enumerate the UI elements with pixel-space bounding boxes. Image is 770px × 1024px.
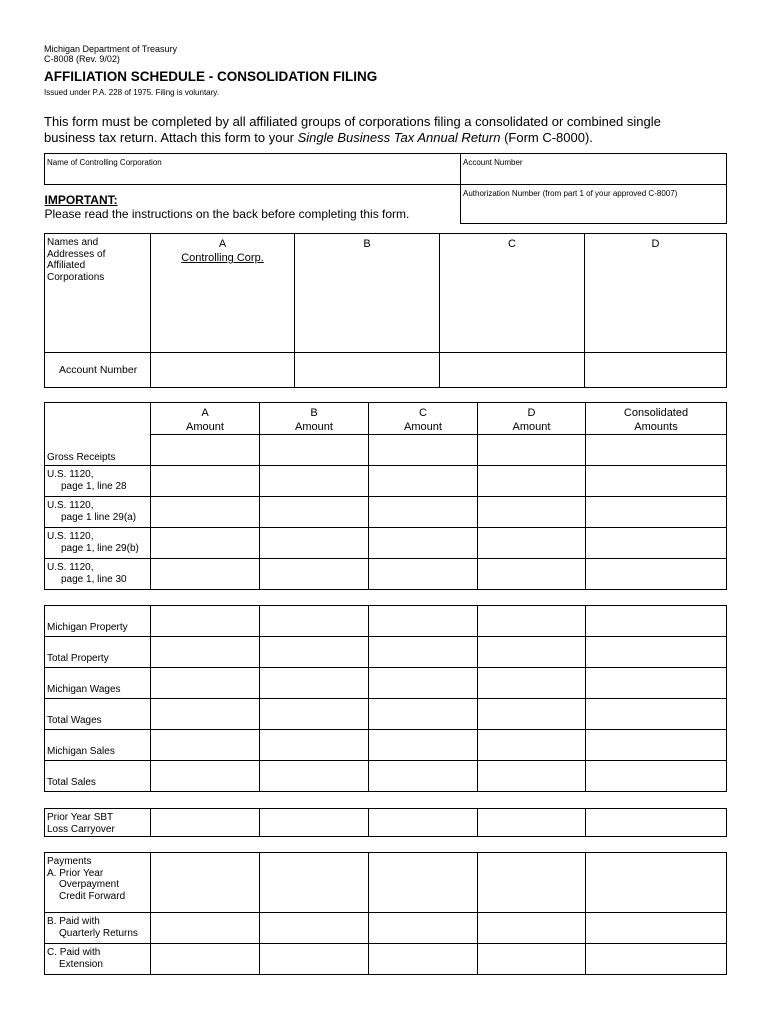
amounts-table xyxy=(44,402,727,590)
mi-property-c[interactable] xyxy=(369,606,478,637)
total-wages-b[interactable] xyxy=(260,699,369,730)
loss-c[interactable] xyxy=(369,809,478,837)
line28-label xyxy=(45,466,151,497)
michigan-sales-label xyxy=(45,730,151,761)
mi-property-d[interactable] xyxy=(478,606,586,637)
pay-a-b[interactable] xyxy=(260,853,369,913)
michigan-wages-text: Michigan Wages xyxy=(47,684,121,695)
payments-c2: Extension xyxy=(59,958,103,970)
line30-l2: page 1, line 30 xyxy=(61,573,127,585)
pay-a-c[interactable] xyxy=(369,853,478,913)
account-number-row-label xyxy=(45,353,151,388)
total-sales-a[interactable] xyxy=(151,761,260,792)
payments-b1: B. Paid with xyxy=(47,916,100,927)
amount-a-letter: A xyxy=(201,407,209,419)
payments-c-label xyxy=(45,944,151,975)
line29a-b-field[interactable] xyxy=(260,497,369,528)
line29b-l1: U.S. 1120, xyxy=(47,531,94,542)
total-sales-label xyxy=(45,761,151,792)
pay-c-b[interactable] xyxy=(260,944,369,975)
mi-sales-b[interactable] xyxy=(260,730,369,761)
authorization-number-field[interactable] xyxy=(461,185,727,224)
total-sales-consolidated[interactable] xyxy=(586,761,727,792)
account-number-field[interactable] xyxy=(461,154,727,185)
mi-sales-a[interactable] xyxy=(151,730,260,761)
line29a-a-field[interactable] xyxy=(151,497,260,528)
mi-wages-c[interactable] xyxy=(369,668,478,699)
line29a-consolidated-field[interactable] xyxy=(586,497,727,528)
loss-d[interactable] xyxy=(478,809,586,837)
issued-note: Issued under P.A. 228 of 1975. Filing is voluntary. xyxy=(44,88,219,97)
line28-b-field[interactable] xyxy=(260,466,369,497)
intro-line-2-post: (Form C-8000). xyxy=(500,130,593,145)
loss-carryover-label xyxy=(45,809,151,837)
amount-b-header xyxy=(260,403,369,435)
consolidated-line-2: Amounts xyxy=(634,421,678,433)
intro-paragraph xyxy=(44,114,744,146)
total-sales-c[interactable] xyxy=(369,761,478,792)
loss-l1: Prior Year SBT xyxy=(47,812,114,823)
controlling-corp-label: Name of Controlling Corporation xyxy=(47,158,162,167)
line28-c-field[interactable] xyxy=(369,466,478,497)
names-table xyxy=(44,233,727,388)
pay-b-a[interactable] xyxy=(151,913,260,944)
gross-receipts-text: Gross Receipts xyxy=(47,452,116,463)
important-text: Please read the instructions on the back before completing this form. xyxy=(44,207,410,221)
col-c-header: C xyxy=(508,238,516,250)
line29b-d-field[interactable] xyxy=(478,528,586,559)
apportionment-table xyxy=(44,605,727,792)
total-property-d[interactable] xyxy=(478,637,586,668)
account-b-field[interactable] xyxy=(295,353,440,388)
line29b-c-field[interactable] xyxy=(369,528,478,559)
mi-wages-a[interactable] xyxy=(151,668,260,699)
gross-a-field[interactable] xyxy=(151,435,260,466)
loss-l2: Loss Carryover xyxy=(47,823,115,835)
mi-property-b[interactable] xyxy=(260,606,369,637)
gross-consolidated-field[interactable] xyxy=(586,435,727,466)
total-sales-text: Total Sales xyxy=(47,777,96,788)
amount-c-letter: C xyxy=(419,407,427,419)
col-a-letter: A xyxy=(218,238,227,250)
mi-sales-consolidated[interactable] xyxy=(586,730,727,761)
line30-label xyxy=(45,559,151,590)
total-wages-a[interactable] xyxy=(151,699,260,730)
total-wages-c[interactable] xyxy=(369,699,478,730)
names-row-label xyxy=(45,234,151,353)
amount-b-sub: Amount xyxy=(295,421,333,433)
pay-b-c[interactable] xyxy=(369,913,478,944)
total-property-b[interactable] xyxy=(260,637,369,668)
pay-b-d[interactable] xyxy=(478,913,586,944)
col-a-sub: Controlling Corp. xyxy=(181,252,264,264)
account-number-row-text: Account Number xyxy=(59,364,138,376)
col-d-header: D xyxy=(651,238,660,250)
pay-c-a[interactable] xyxy=(151,944,260,975)
form-id: C-8008 (Rev. 9/02) xyxy=(44,54,120,64)
total-property-c[interactable] xyxy=(369,637,478,668)
important-cell xyxy=(45,185,461,224)
line29a-label xyxy=(45,497,151,528)
line29b-a-field[interactable] xyxy=(151,528,260,559)
amount-d-sub: Amount xyxy=(512,421,551,433)
total-wages-label xyxy=(45,699,151,730)
amount-d-header xyxy=(478,403,586,435)
total-property-text: Total Property xyxy=(47,653,109,664)
intro-form-name: Single Business Tax Annual Return xyxy=(297,130,501,145)
line29a-l1: U.S. 1120, xyxy=(47,500,94,511)
col-a-header xyxy=(151,234,294,265)
account-a-field[interactable] xyxy=(151,353,295,388)
mi-wages-d[interactable] xyxy=(478,668,586,699)
line29b-l2: page 1, line 29(b) xyxy=(61,542,139,554)
department-name: Michigan Department of Treasury xyxy=(44,44,178,54)
pay-b-b[interactable] xyxy=(260,913,369,944)
line29b-consolidated-field[interactable] xyxy=(586,528,727,559)
loss-carryover-table xyxy=(44,808,727,837)
michigan-sales-text: Michigan Sales xyxy=(47,746,115,757)
pay-b-consolidated[interactable] xyxy=(586,913,727,944)
consolidated-header xyxy=(586,403,727,435)
mi-sales-d[interactable] xyxy=(478,730,586,761)
loss-consolidated[interactable] xyxy=(586,809,727,837)
pay-a-d[interactable] xyxy=(478,853,586,913)
gross-b-field[interactable] xyxy=(260,435,369,466)
gross-receipts-label xyxy=(45,435,151,466)
michigan-wages-label xyxy=(45,668,151,699)
identification-box xyxy=(44,153,727,224)
pay-c-c[interactable] xyxy=(369,944,478,975)
mi-wages-consolidated[interactable] xyxy=(586,668,727,699)
account-number-label: Account Number xyxy=(463,158,523,167)
payments-b2: Quarterly Returns xyxy=(59,927,138,939)
line30-l1: U.S. 1120, xyxy=(47,562,94,573)
payments-c1: C. Paid with xyxy=(47,947,101,958)
pay-c-consolidated[interactable] xyxy=(586,944,727,975)
payments-table xyxy=(44,852,727,975)
mi-wages-b[interactable] xyxy=(260,668,369,699)
line30-b-field[interactable] xyxy=(260,559,369,590)
amount-c-header xyxy=(369,403,478,435)
total-wages-d[interactable] xyxy=(478,699,586,730)
total-wages-consolidated[interactable] xyxy=(586,699,727,730)
intro-line-2-pre: business tax return. Attach this form to your xyxy=(44,130,298,145)
line28-d-field[interactable] xyxy=(478,466,586,497)
names-col-d[interactable] xyxy=(585,234,727,353)
controlling-corp-field[interactable] xyxy=(45,154,461,185)
names-label-3: Affiliated xyxy=(47,260,86,271)
line29a-d-field[interactable] xyxy=(478,497,586,528)
important-title: IMPORTANT: xyxy=(44,193,118,207)
names-col-c[interactable] xyxy=(440,234,585,353)
names-col-b[interactable] xyxy=(295,234,440,353)
amounts-corner xyxy=(45,403,151,435)
payments-a2: Overpayment xyxy=(59,879,120,890)
gross-d-field[interactable] xyxy=(478,435,586,466)
line28-a-field[interactable] xyxy=(151,466,260,497)
mi-property-a[interactable] xyxy=(151,606,260,637)
account-c-field[interactable] xyxy=(440,353,585,388)
loss-a[interactable] xyxy=(151,809,260,837)
amount-a-header xyxy=(151,403,260,435)
michigan-property-text: Michigan Property xyxy=(47,622,128,633)
pay-c-d[interactable] xyxy=(478,944,586,975)
line30-c-field[interactable] xyxy=(369,559,478,590)
line28-consolidated-field[interactable] xyxy=(586,466,727,497)
mi-property-consolidated[interactable] xyxy=(586,606,727,637)
authorization-label: Authorization Number (from part 1 of your approved C-8007) xyxy=(463,189,678,198)
payments-b-label xyxy=(45,913,151,944)
line29a-l2: page 1 line 29(a) xyxy=(61,511,137,523)
line30-consolidated-field[interactable] xyxy=(586,559,727,590)
line30-d-field[interactable] xyxy=(478,559,586,590)
pay-a-a[interactable] xyxy=(151,853,260,913)
gross-c-field[interactable] xyxy=(369,435,478,466)
line29b-label xyxy=(45,528,151,559)
loss-b[interactable] xyxy=(260,809,369,837)
payments-a3: Credit Forward xyxy=(59,890,126,902)
line28-l2: page 1, line 28 xyxy=(61,480,127,492)
total-wages-text: Total Wages xyxy=(47,715,102,726)
amount-c-sub: Amount xyxy=(404,421,442,433)
total-property-a[interactable] xyxy=(151,637,260,668)
payments-a1: A. Prior Year xyxy=(47,867,104,879)
consolidated-line-1: Consolidated xyxy=(623,407,689,419)
line29a-c-field[interactable] xyxy=(369,497,478,528)
amount-d-letter: D xyxy=(527,407,536,419)
payments-title: Payments xyxy=(47,856,92,867)
intro-line-1: This form must be completed by all affiliated groups of corporations filing a consolidated or combined single xyxy=(44,114,661,129)
pay-a-consolidated[interactable] xyxy=(586,853,727,913)
line28-l1: U.S. 1120, xyxy=(47,469,94,480)
line29b-b-field[interactable] xyxy=(260,528,369,559)
total-sales-b[interactable] xyxy=(260,761,369,792)
names-label-2: Addresses of xyxy=(47,248,106,260)
total-property-consolidated[interactable] xyxy=(586,637,727,668)
amount-a-sub: Amount xyxy=(186,421,224,433)
mi-sales-c[interactable] xyxy=(369,730,478,761)
names-col-a[interactable] xyxy=(151,234,295,353)
michigan-property-label xyxy=(45,606,151,637)
payments-a-label xyxy=(45,853,151,913)
line30-a-field[interactable] xyxy=(151,559,260,590)
account-d-field[interactable] xyxy=(585,353,727,388)
total-sales-d[interactable] xyxy=(478,761,586,792)
col-b-header: B xyxy=(363,238,371,250)
names-label xyxy=(45,234,150,283)
names-label-4: Corporations xyxy=(47,271,105,283)
intro-line-2 xyxy=(44,130,744,146)
form-title: AFFILIATION SCHEDULE - CONSOLIDATION FILING xyxy=(44,69,378,84)
total-property-label xyxy=(45,637,151,668)
amount-b-letter: B xyxy=(310,407,318,419)
names-label-1: Names and xyxy=(47,237,99,248)
